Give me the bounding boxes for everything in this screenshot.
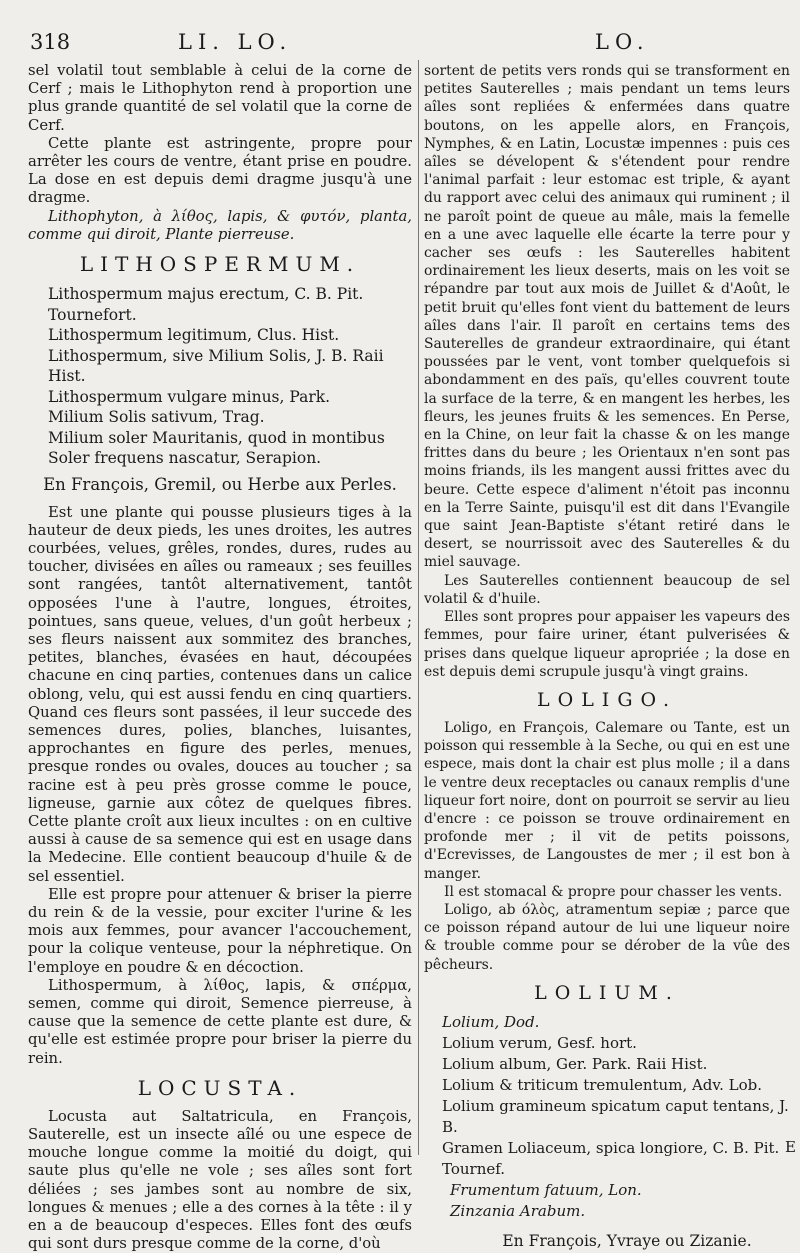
synonym-line: Milium soler Mauritanis, quod in montibus Soler frequens nascatur, Serapion. [48,428,385,468]
paragraph: Les Sauterelles contiennent beaucoup de sel volatil & d'huile. [424,572,790,607]
entry-heading-locusta: LOCUSTA. [137,1075,303,1100]
paragraph: Elles sont propres pour appaiser les vapeurs des femmes, pour faire uriner, étant pulverisées & prises dans quelque liqueur apropriée ; la dose en est depuis demi scrupule jusqu'à vingt grains. [424,609,790,680]
etymology-paragraph: Loligo, ab όλὸς, atramentum sepiæ ; parce que ce poisson répand autour de lui une liqueur noire & trouble comme pour se dérober de la vûe des pêcheurs. [424,901,790,973]
entry-heading-lithospermum: LITHOSPERMUM. [79,252,361,277]
synonym-line: Zinzania Arabum. [450,1201,586,1220]
synonym-line: Lithospermum vulgare minus, Park. [48,387,331,406]
paragraph: Il est stomacal & propre pour chasser les vents. [444,883,783,900]
synonym-line: Lolium album, Ger. Park. Raii Hist. [442,1054,708,1073]
synonym-line: Frumentum fatuum, Lon. [450,1180,642,1199]
synonym-line: Gramen Loliaceum, spica longiore, C. B. Pit. Tournef. [442,1138,780,1178]
synonym-line: Lithospermum legitimum, Clus. Hist. [48,326,340,345]
paragraph: sel volatil tout semblable à celui de la corne de Cerf ; mais le Lithophyton rend à proportion une plus grande quantité de sel volatil que la corne de Cerf. [28,62,412,134]
synonym-line: Lolium gramineum spicatum caput tentans, J. B. [442,1096,789,1136]
synonym-line: Lolium & triticum tremulentum, Adv. Lob. [442,1075,763,1094]
catchword: E [785,1138,796,1156]
left-column [28,62,412,1253]
right-column [424,62,790,1250]
entry-heading-loligo: LOLIGO. [537,688,677,711]
synonym-line: Lolium verum, Gesf. hort. [442,1033,637,1052]
page-header [0,30,800,64]
paragraph: Loligo, en François, Calemare ou Tante, est un poisson qui ressemble à la Seche, ou qui en est une espece, mais dont la chair est plus molle ; il a dans le ventre deux receptacles ou canaux remplis d'une liqueur fort noire, dont on pourroit se servir au lieu d'encre : ce poisson se trouve ordinairement en profonde mer ; il vit de petits poissons, d'Ecrevisses, de Langoustes de mer ; il est bon à manger. [424,719,790,882]
running-head-right: LO. [595,30,650,54]
paragraph: sortent de petits vers ronds qui se transforment en petites Sauterelles ; mais pendant un tems leurs aîles sont repliées & enfermées dans quatre boutons, on les appelle alors, en François, Nymphes, & en Latin, Locustæ impennes : puis ces aîles se dévelopent & s'étendent pour rendre l'animal parfait : leur estomac est triple, & ayant du rapport avec celui des animaux qui ruminent ; il ne paroît point de queue au mâle, mais la femelle en a une avec laquelle elle écarte la terre pour y cacher ses œufs : les Sauterelles habitent ordinairement les lieux deserts, mais on les voit se répandre par tout aux mois de Juillet & d'Août, le petit bruit qu'elles font vient du battement de leurs aîles dans l'air. Il paroît en certains tems des Sauterelles de grandeur extraordinaire, qui étant poussées par le vent, vont tomber quelquefois si abondamment en des païs, qu'elles couvrent toute la surface de la terre, & en mangent les herbes, les fleurs, les jeunes fruits & les semences. En Perse, en la Chine, on leur fait la chasse & on les mange frittes dans du beure ; les Orientaux n'en sont pas moins friands, ils les mangent aussi frittes avec du beure. Cette espece d'aliment n'étoit pas inconnu en la Terre Sainte, puisqu'il est dit dans l'Evangile que saint Jean-Baptiste s'étant retiré dans le desert, se nourrissoit avec des Sauterelles & du miel sauvage. [424,63,790,571]
etymology-paragraph: Lithophyton, à λίθος, lapis, & φυτόν, planta, comme qui diroit, Plante pierreuse. [28,207,412,243]
paragraph: Cette plante est astringente, propre pour arrêter les cours de ventre, étant prise en poudre. La dose en est depuis demi dragme jusqu'à une dragme. [28,134,412,207]
running-head-left: LI. LO. [178,30,293,54]
paragraph: Elle est propre pour attenuer & briser la pierre du rein & de la vessie, pour exciter l'urine & les mois aux femmes, pour avancer l'accouchement, pour la colique venteuse, pour la néphretique. On l'employe en poudre & en décoction. [28,885,412,976]
french-name-line: En François, Gremil, ou Herbe aux Perles. [43,474,397,494]
etymology-paragraph: Lithospermum, à λίθος, lapis, & σπέρμα, semen, comme qui diroit, Semence pierreuse, à cause que la semence de cette plante est dure, & qu'elle est estimée propre pour briser la pierre du rein. [28,976,412,1067]
paragraph: Est une plante qui pousse plusieurs tiges à la hauteur de deux pieds, les unes droites, les autres courbées, velues, grêles, rondes, dures, rudes au toucher, divisées en aîles ou rameaux ; ses feuilles sont rangées, tantôt alternativement, tantôt opposées l'une à l'autre, longues, étroites, pointues, sans queue, velues, d'un goût herbeux ; ses fleurs naissent aux sommitez des branches, petites, blanches, évasées en haut, découpées chacune en cinq parties, contenues dans un calice oblong, velu, qui est aussi fendu en cinq quartiers. Quand ces fleurs sont passées, il leur succede des semences dures, polies, blanches, luisantes, approchantes en figure des perles, menues, presque rondes ou ovales, douces au toucher ; sa racine est à peu près grosse comme le pouce, ligneuse, garnie aux côtez de quelques fibres. Cette plante croît aux lieux incultes : on en cultive aussi à cause de sa semence qui est en usage dans la Medecine. Elle contient beaucoup d'huile & de sel essentiel. [28,503,412,885]
synonym-line: Lolium, Dod. [442,1012,540,1031]
synonym-line: Lithospermum majus erectum, C. B. Pit. Tournefort. [48,285,364,324]
french-name-line: En François, Yvraye ou Zizanie. [502,1231,752,1250]
entry-heading-lolium: LOLIUM. [534,981,680,1004]
column-divider [418,60,419,1155]
synonym-line: Lithospermum, sive Milium Solis, J. B. Raii Hist. [48,346,384,386]
page-number: 318 [30,30,71,54]
synonym-line: Milium Solis sativum, Trag. [48,408,265,427]
paragraph: Locusta aut Saltatricula, en François, Sauterelle, est un insecte aîlé ou une espece de mouche longue comme la moitié du doigt, qui saute plus qu'elle ne vole ; ses aîles sont fort déliées ; ses jambes sont au nombre de six, longues & menues ; elle a des cornes à la tête : il y en a de beaucoup d'especes. Elles font des œufs qui sont durs presque comme de la corne, d'où [28,1107,412,1253]
